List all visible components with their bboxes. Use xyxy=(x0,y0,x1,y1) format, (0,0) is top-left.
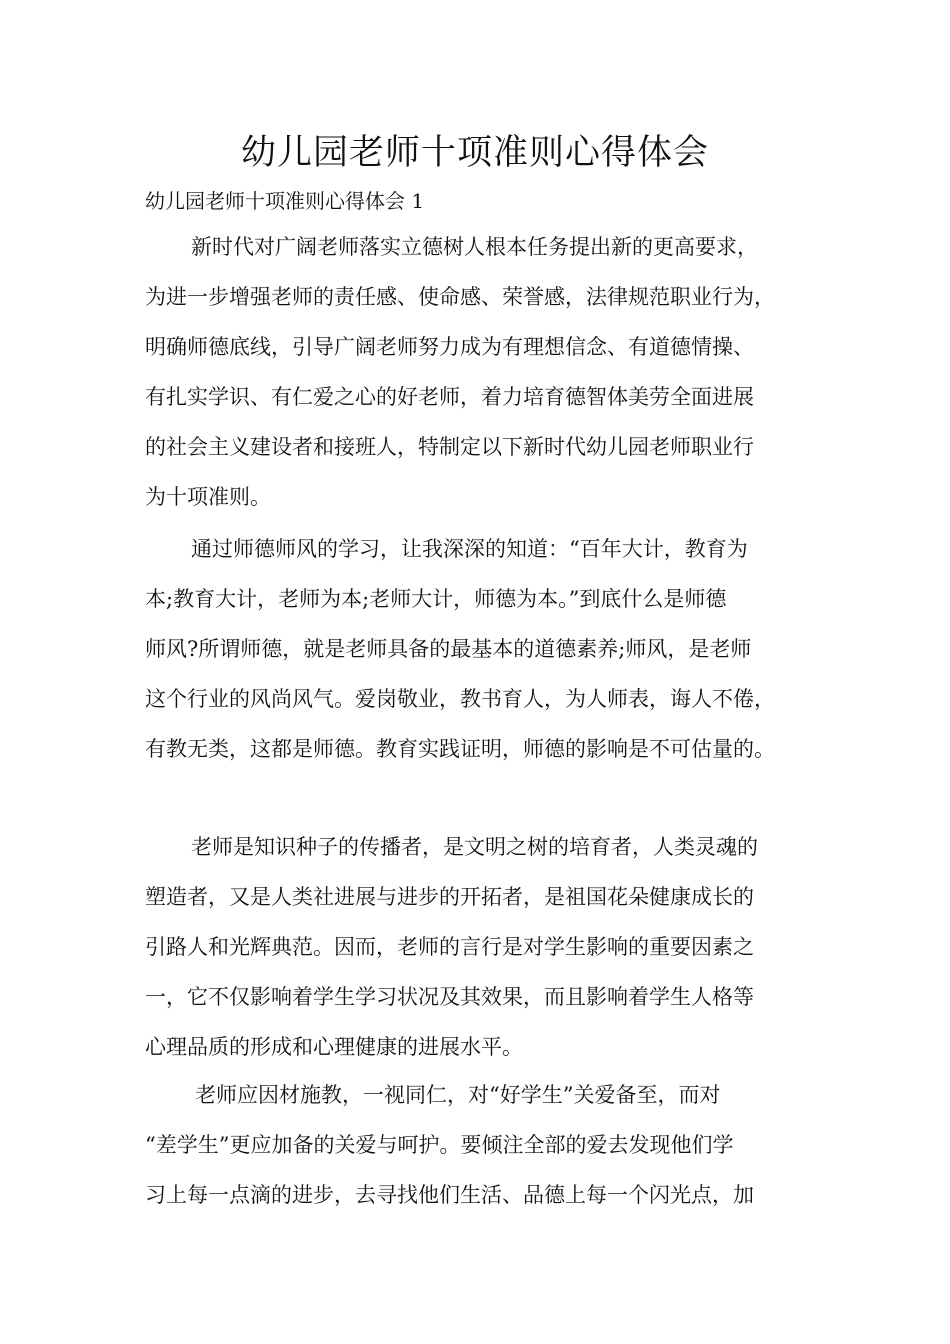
paragraph-line: “差学生”更应加备的关爱与呵护。要倾注全部的爱去发现他们学 xyxy=(145,1133,734,1157)
paragraph-4 xyxy=(145,1070,821,1220)
paragraph-line: 通过师德师风的学习，让我深深的知道：“百年大计，教育为 xyxy=(191,537,748,561)
paragraph-line: 新时代对广阔老师落实立德树人根本任务提出新的更高要求， xyxy=(191,235,758,259)
paragraph-3 xyxy=(145,822,821,1072)
paragraph-line: 老师应因材施教，一视同仁，对“好学生”关爱备至，而对 xyxy=(195,1083,721,1107)
paragraph-line: 这个行业的风尚风气。爱岗敬业，教书育人，为人师表，诲人不倦， xyxy=(145,687,775,711)
paragraph-line: 引路人和光辉典范。因而，老师的言行是对学生影响的重要因素之 xyxy=(145,935,754,959)
paragraph-line: 有教无类，这都是师德。教育实践证明，师德的影响是不可估量的。 xyxy=(145,737,775,761)
paragraph-line: 为进一步增强老师的责任感、使命感、荣誉感，法律规范职业行为， xyxy=(145,285,775,309)
paragraph-line: 有扎实学识、有仁爱之心的好老师，着力培育德智体美劳全面进展 xyxy=(145,385,754,409)
paragraph-line: 老师是知识种子的传播者，是文明之树的培育者，人类灵魂的 xyxy=(191,835,758,859)
paragraph-1 xyxy=(145,222,821,522)
paragraph-line: 明确师德底线，引导广阔老师努力成为有理想信念、有道德情操、 xyxy=(145,335,754,359)
paragraph-line: 的社会主义建设者和接班人，特制定以下新时代幼儿园老师职业行 xyxy=(145,435,754,459)
document-subtitle: 幼儿园老师十项准则心得体会 1 xyxy=(145,189,425,213)
paragraph-line: 习上每一点滴的进步，去寻找他们生活、品德上每一个闪光点，加 xyxy=(145,1183,754,1207)
paragraph-line: 本;教育大计，老师为本;老师大计，师德为本。”到底什么是师德 xyxy=(145,587,727,611)
paragraph-line: 师风?所谓师德，就是老师具备的最基本的道德素养;师风，是老师 xyxy=(145,637,752,661)
paragraph-line: 心理品质的形成和心理健康的进展水平。 xyxy=(145,1035,523,1059)
paragraph-line: 塑造者，又是人类社进展与进步的开拓者，是祖国花朵健康成长的 xyxy=(145,885,754,909)
document-title: 幼儿园老师十项准则心得体会 xyxy=(240,133,709,173)
paragraph-line: 为十项准则。 xyxy=(145,485,271,509)
paragraph-2 xyxy=(145,524,821,774)
paragraph-line: 一，它不仅影响着学生学习状况及其效果，而且影响着学生人格等 xyxy=(145,985,754,1009)
